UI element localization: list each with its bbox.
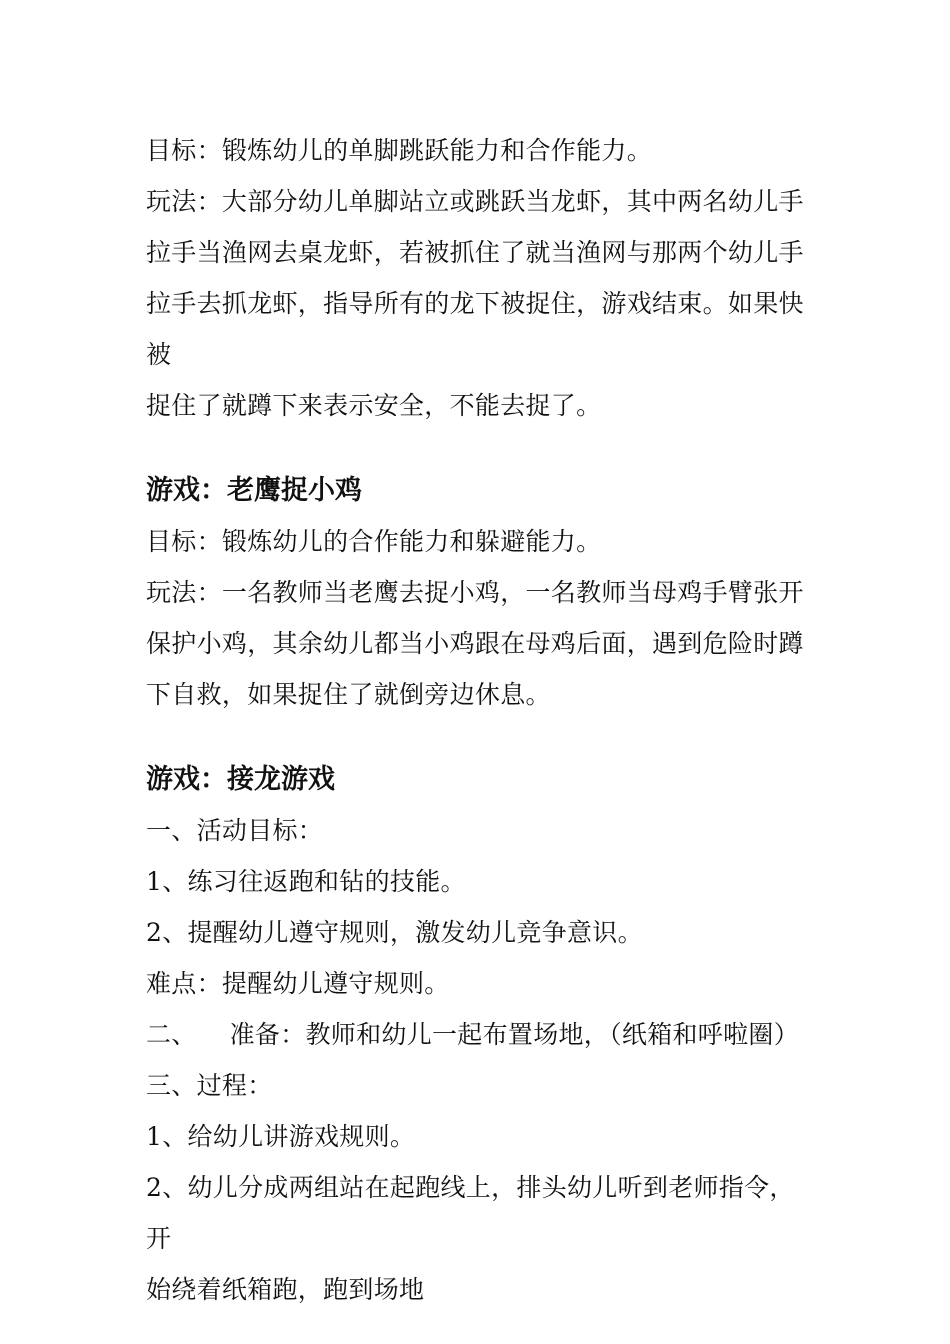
section2-play-line-1: 玩法：一名教师当老鹰去捉小鸡，一名教师当母鸡手臂张开 — [146, 578, 804, 607]
section1-play-line-4: 捉住了就蹲下来表示安全，不能去捉了。 — [146, 391, 602, 420]
section1-play-line-3: 拉手去抓龙虾，指导所有的龙下被捉住，游戏结束。如果快被 — [146, 289, 804, 369]
document-body — [146, 125, 816, 1315]
process-step-2-line-1: 2、幼儿分成两组站在起跑线上，排头幼儿听到老师指令，开 — [146, 1173, 795, 1253]
objective-1: 1、练习往返跑和钻的技能。 — [146, 867, 466, 896]
section3-title: 游戏：接龙游戏 — [146, 764, 335, 795]
process-step-1: 1、给幼儿讲游戏规则。 — [146, 1122, 416, 1151]
process-step-2-line-2: 始绕着纸箱跑，跑到场地 — [146, 1275, 425, 1304]
process-heading: 三、过程： — [146, 1071, 273, 1100]
preparation-text: 准备：教师和幼儿一起布置场地，（纸箱和呼啦圈） — [229, 1020, 800, 1049]
spacer — [146, 431, 816, 465]
section1-goal: 目标：锻炼幼儿的单脚跳跃能力和合作能力。 — [146, 136, 653, 165]
difficulty-note: 难点：提醒幼儿遵守规则。 — [146, 969, 450, 998]
section2-goal: 目标：锻炼幼儿的合作能力和躲避能力。 — [146, 527, 602, 556]
objective-2: 2、提醒幼儿遵守规则，激发幼儿竞争意识。 — [146, 918, 643, 947]
section2-play-line-3: 下自救，如果捉住了就倒旁边休息。 — [146, 680, 551, 709]
section1-play-line-1: 玩法：大部分幼儿单脚站立或跳跃当龙虾，其中两名幼儿手 — [146, 187, 804, 216]
section2-title: 游戏：老鹰捉小鸡 — [146, 475, 362, 506]
section2-play-line-2: 保护小鸡，其余幼儿都当小鸡跟在母鸡后面，遇到危险时蹲 — [146, 629, 804, 658]
preparation-number: 二、 — [146, 1020, 197, 1049]
preparation-line — [146, 1009, 816, 1060]
section1-play-line-2: 拉手当渔网去桌龙虾，若被抓住了就当渔网与那两个幼儿手 — [146, 238, 804, 267]
objectives-heading: 一、活动目标： — [146, 816, 324, 845]
spacer — [146, 720, 816, 754]
